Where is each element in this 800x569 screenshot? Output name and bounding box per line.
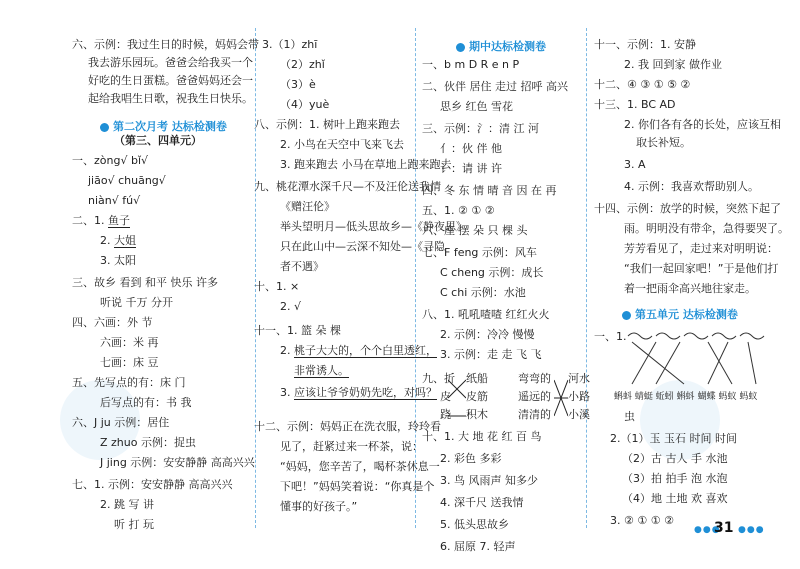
- text-line: Z zhuo 示例：捉虫: [100, 436, 196, 449]
- text-line: 亻：伙 伴 他: [440, 142, 502, 155]
- text-line: 雨。明明没有带伞，急得要哭了。: [624, 222, 789, 235]
- text-line: 好吃的生日蛋糕。爸爸妈妈还会一: [88, 74, 253, 87]
- matching-lines: [448, 378, 466, 418]
- text-line: 2. 桃子大大的，个个白里透红，: [280, 344, 437, 357]
- text-line: 九、桃花潭水深千尺—不及汪伦送我情: [254, 180, 441, 193]
- matching-lines: [554, 378, 568, 418]
- text-line: 3. 应该让爷爷奶奶先吃，对吗？: [280, 386, 437, 399]
- text-line: 小溪: [568, 408, 590, 421]
- text-line: 五、1. ② ① ②: [422, 204, 495, 217]
- text-line: 蝌蚪 蜻蜓 蚯蚓 蝌蚪 蝴蝶 蚂蚁 蚂蚁: [614, 392, 758, 402]
- text-line: 十三、1. BC AD: [594, 98, 676, 111]
- badge-icon: [456, 43, 465, 52]
- text-line: 六、J ju 示例：居住: [72, 416, 170, 429]
- text-line: 取长补短。: [636, 136, 691, 149]
- text-line: 后写点的有：书 我: [100, 396, 192, 409]
- text-line: 遥远的: [518, 390, 551, 403]
- text-line: 着一把雨伞高兴地往家走。: [624, 282, 756, 295]
- text-line: 三、故乡 看到 和平 快乐 许多: [72, 276, 218, 289]
- text-line: 见了，赶紧过来一杯茶，说：: [280, 440, 423, 453]
- text-line: 3.（1）zhī: [262, 38, 318, 51]
- divider: [255, 28, 256, 528]
- text-line: 我去游乐园玩。爸爸会给我买一个: [88, 56, 253, 69]
- text-line: 十一、示例：1. 安静: [594, 38, 696, 51]
- text-line: 河水: [568, 372, 590, 385]
- badge-icon: [100, 123, 109, 132]
- text-line: 2. 示例：冷冷 慢慢: [440, 328, 535, 341]
- text-line: 六、示例：我过生日的时候，妈妈会带: [72, 38, 259, 51]
- text-line: C chi 示例：水池: [440, 286, 526, 299]
- text-line: “我们一起回家吧！”于是他们打: [624, 262, 779, 275]
- text-line: 2. √: [280, 300, 302, 313]
- text-line: 三、示例：氵：清 江 河: [422, 122, 539, 135]
- text-line: 四、冬 东 情 晴 音 因 在 再: [422, 184, 557, 197]
- text-line: 芳芳看见了，走过来对明明说：: [624, 242, 778, 255]
- text-line: 四、六画：外 节: [72, 316, 153, 329]
- text-line: 2. 小鸟在天空中飞来飞去: [280, 138, 404, 151]
- text-line: 七、F feng 示例：风车: [422, 246, 537, 259]
- text-line: （3）è: [280, 78, 316, 91]
- section-heading: 第五单元 达标检测卷: [622, 306, 738, 322]
- decorative-dots: ●●●: [694, 525, 721, 535]
- text-line: 3. 太阳: [100, 254, 136, 267]
- text-line: 2. 你们各有各的长处，应该互相: [624, 118, 781, 131]
- text-line: 下吧！”妈妈笑着说：“你真是个: [280, 480, 435, 493]
- text-line: 者不遇》: [280, 260, 324, 273]
- text-line: 七画：床 豆: [100, 356, 159, 369]
- badge-icon: [622, 311, 631, 320]
- text-line: 听 打 玩: [114, 518, 154, 531]
- text-line: 4. 示例：我喜欢帮助别人。: [624, 180, 759, 193]
- divider: [586, 28, 587, 528]
- text-line: 五、先写点的有：床 门: [72, 376, 186, 389]
- text-line: 皮: [440, 390, 451, 403]
- page-number: 31: [714, 520, 734, 536]
- text-line: 听说 千万 分开: [100, 296, 173, 309]
- text-line: 十二、示例：妈妈正在洗衣服，玲玲看: [254, 420, 441, 433]
- text-line: 非常诱人。: [294, 364, 349, 377]
- section-heading: 期中达标检测卷: [456, 38, 546, 54]
- text-line: 2. 我 回到家 做作业: [624, 58, 722, 71]
- section-subheading: （第三、四单元）: [114, 134, 202, 147]
- text-line: 3. 鸟 风雨声 知多少: [440, 474, 538, 487]
- text-line: 4. 深千尺 送我情: [440, 496, 524, 509]
- text-line: （4）yuè: [280, 98, 330, 111]
- text-line: J jing 示例：安安静静 高高兴兴: [100, 456, 255, 469]
- decorative-dots: ●●●: [738, 525, 765, 535]
- text-line: 十、1. ×: [254, 280, 300, 293]
- text-line: 2. 大姐: [100, 234, 136, 247]
- text-line: 思乡 红色 雪花: [440, 100, 513, 113]
- text-line: 2. 跳 写 讲: [100, 498, 154, 511]
- text-line: 一、1.: [594, 330, 627, 343]
- text-line: 二、1. 鱼子: [72, 214, 130, 227]
- section-heading: 第二次月考 达标检测卷: [100, 118, 227, 134]
- text-line: 举头望明月—低头思故乡—《静夜思》: [280, 220, 467, 233]
- text-line: 九、折: [422, 372, 455, 385]
- text-line: （2）古 古人 手 水池: [622, 452, 728, 465]
- text-line: 6. 屈原 7. 轻声: [440, 540, 516, 553]
- text-line: 2. 彩色 多彩: [440, 452, 502, 465]
- text-line: 起给我唱生日歌，祝我生日快乐。: [88, 92, 253, 105]
- text-line: 虫: [624, 410, 635, 423]
- text-line: （4）地 土地 欢 喜欢: [622, 492, 728, 505]
- text-line: 十、1. 大 地 花 红 百 鸟: [422, 430, 542, 443]
- text-line: 一、b m D R e n P: [422, 58, 520, 71]
- text-line: 讠：请 讲 许: [440, 162, 502, 175]
- text-line: 跷: [440, 408, 451, 421]
- text-line: 5. 低头思故乡: [440, 518, 509, 531]
- text-line: 皮筋: [466, 390, 488, 403]
- text-line: 一、zòng√ bǐ√: [72, 154, 149, 167]
- text-line: （3）拍 拍手 泡 水泡: [622, 472, 728, 485]
- text-line: 十四、示例：放学的时候，突然下起了: [594, 202, 781, 215]
- text-line: 3. 示例：走 走 飞 飞: [440, 348, 542, 361]
- text-line: 3. A: [624, 158, 646, 171]
- text-line: 《赠汪伦》: [280, 200, 335, 213]
- text-line: 七、1. 示例：安安静静 高高兴兴: [72, 478, 233, 491]
- text-line: 清清的: [518, 408, 551, 421]
- text-line: 3. 跑来跑去 小马在草地上跑来跑去: [280, 158, 452, 171]
- text-line: “妈妈，您辛苦了，喝杯茶休息一: [280, 460, 440, 473]
- text-line: jiāo√ chuāng√: [88, 174, 166, 187]
- text-line: niàn√ fú√: [88, 194, 141, 207]
- text-line: 只在此山中—云深不知处—《寻隐: [280, 240, 445, 253]
- matching-lines: [622, 330, 774, 386]
- text-line: 十一、1. 篮 朵 棵: [254, 324, 341, 337]
- text-line: C cheng 示例：成长: [440, 266, 544, 279]
- text-line: 弯弯的: [518, 372, 551, 385]
- text-line: 积木: [466, 408, 488, 421]
- text-line: 小路: [568, 390, 590, 403]
- text-line: 六画：米 再: [100, 336, 159, 349]
- text-line: 八、示例：1. 树叶上跑来跑去: [254, 118, 400, 131]
- text-line: 八、1. 吼吼喳喳 红红火火: [422, 308, 550, 321]
- text-line: 二、伙伴 居住 走过 招呼 高兴: [422, 80, 568, 93]
- text-line: 3. ② ① ① ②: [610, 514, 674, 527]
- text-line: （2）zhǐ: [280, 58, 325, 71]
- text-line: 六、座 摆 朵 只 棵 头: [422, 224, 528, 237]
- text-line: 纸船: [466, 372, 488, 385]
- text-line: 2.（1）玉 玉石 时间 时间: [610, 432, 737, 445]
- text-line: 懂事的好孩子。”: [280, 500, 358, 513]
- text-line: 十二、④ ③ ① ⑤ ②: [594, 78, 691, 91]
